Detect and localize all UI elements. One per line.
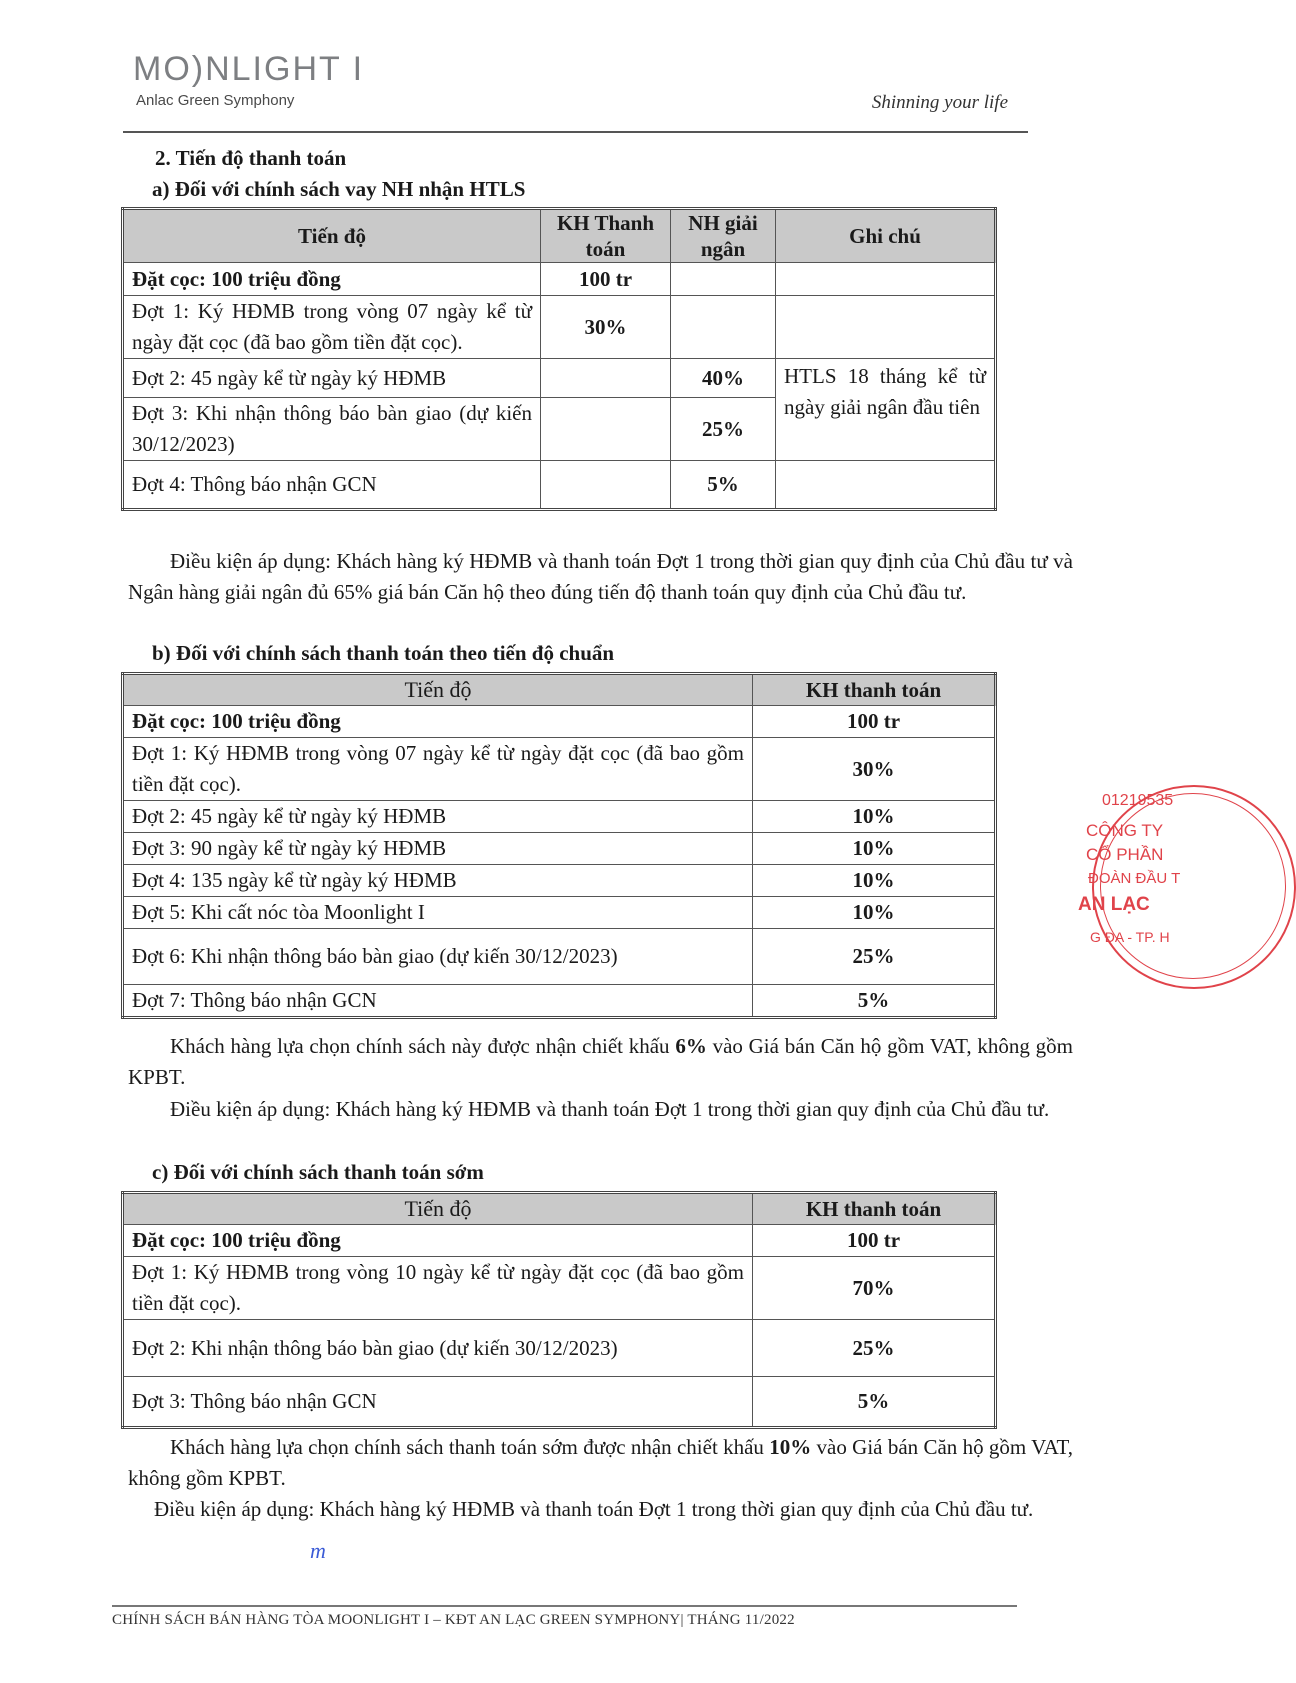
table-row — [123, 461, 996, 510]
nh-cell: 5% — [671, 461, 776, 510]
discount-value: 10% — [769, 1435, 812, 1459]
footer-divider — [112, 1605, 1017, 1607]
page-footer: CHÍNH SÁCH BÁN HÀNG TÒA MOONLIGHT I – KĐT AN LẠC GREEN SYMPHONY| THÁNG 11/2022 — [112, 1612, 795, 1628]
col-header: Tiến độ — [123, 674, 753, 706]
table-row — [123, 801, 996, 833]
part-b-title: b) Đối với chính sách thanh toán theo tiến độ chuẩn — [152, 641, 615, 665]
kh-cell: 10% — [753, 865, 996, 897]
stage-cell: Đặt cọc: 100 triệu đồng — [123, 1225, 753, 1257]
kh-cell: 30% — [753, 738, 996, 801]
condition-b: Điều kiện áp dụng: Khách hàng ký HĐMB và thanh toán Đợt 1 trong thời gian quy định của Chủ đầu tư. — [170, 1097, 1050, 1121]
stage-cell: Đợt 3: Thông báo nhận GCN — [123, 1377, 753, 1428]
kh-cell — [541, 398, 671, 461]
company-stamp — [1078, 785, 1190, 985]
stage-cell: Đợt 2: 45 ngày kể từ ngày ký HĐMB — [123, 801, 753, 833]
col-header: NH giải ngân — [671, 209, 776, 263]
discount-c — [128, 1432, 1073, 1494]
table-early-payment — [121, 1191, 997, 1429]
part-c-title: c) Đối với chính sách thanh toán sớm — [152, 1160, 484, 1184]
discount-text: Khách hàng lựa chọn chính sách thanh toán sớm được nhận chiết khấu — [170, 1435, 770, 1459]
stage-cell: Đợt 4: Thông báo nhận GCN — [123, 461, 541, 510]
kh-cell — [541, 461, 671, 510]
handwritten-signature: m — [310, 1538, 326, 1563]
stage-cell: Đợt 4: 135 ngày kể từ ngày ký HĐMB — [123, 865, 753, 897]
discount-text: vào Giá bán Căn hộ gồm VAT, không gồm KPBT. — [128, 1034, 1073, 1089]
note-cell — [776, 296, 996, 359]
discount-value: 6% — [675, 1034, 707, 1058]
logo: MO)NLIGHT I — [133, 50, 365, 88]
table-row — [123, 359, 996, 398]
nh-cell — [671, 263, 776, 296]
table-row — [123, 706, 996, 738]
table-row — [123, 296, 996, 359]
kh-cell: 30% — [541, 296, 671, 359]
stamp-line: G ĐA - TP. H — [1090, 929, 1170, 945]
table-row — [123, 985, 996, 1018]
stage-cell: Đợt 6: Khi nhận thông báo bàn giao (dự kiến 30/12/2023) — [123, 929, 753, 985]
stamp-number: 01219535 — [1102, 792, 1174, 809]
kh-cell: 5% — [753, 985, 996, 1018]
table-row — [123, 1225, 996, 1257]
stage-cell: Đặt cọc: 100 triệu đồng — [123, 263, 541, 296]
kh-cell — [541, 359, 671, 398]
table-row — [123, 738, 996, 801]
table-row — [123, 1377, 996, 1428]
col-header: KH thanh toán — [753, 674, 996, 706]
note-cell: HTLS 18 tháng kể từ ngày giải ngân đầu tiên — [776, 359, 996, 461]
kh-cell: 10% — [753, 833, 996, 865]
note-cell — [776, 461, 996, 510]
stamp-line: CỔ PHẦN — [1086, 845, 1164, 864]
kh-cell: 70% — [753, 1257, 996, 1320]
stage-cell: Đợt 2: 45 ngày kể từ ngày ký HĐMB — [123, 359, 541, 398]
table-row — [123, 1320, 996, 1377]
stage-cell: Đợt 5: Khi cất nóc tòa Moonlight I — [123, 897, 753, 929]
table-row — [123, 929, 996, 985]
stage-cell: Đợt 3: Khi nhận thông báo bàn giao (dự kiến 30/12/2023) — [123, 398, 541, 461]
col-header: Ghi chú — [776, 209, 996, 263]
stage-cell: Đợt 1: Ký HĐMB trong vòng 10 ngày kể từ ngày đặt cọc (đã bao gồm tiền đặt cọc). — [123, 1257, 753, 1320]
stamp-line: AN LẠC — [1078, 894, 1150, 915]
stage-cell: Đợt 1: Ký HĐMB trong vòng 07 ngày kể từ ngày đặt cọc (đã bao gồm tiền đặt cọc). — [123, 296, 541, 359]
note-cell — [776, 263, 996, 296]
discount-text: Khách hàng lựa chọn chính sách này được nhận chiết khấu — [170, 1034, 676, 1058]
table-bank-loan — [121, 207, 997, 511]
kh-cell: 100 tr — [753, 1225, 996, 1257]
stage-cell: Đợt 3: 90 ngày kể từ ngày ký HĐMB — [123, 833, 753, 865]
col-header: KH Thanh toán — [541, 209, 671, 263]
part-a-title: a) Đối với chính sách vay NH nhận HTLS — [152, 177, 526, 201]
header-divider — [123, 131, 1028, 133]
section-title: 2. Tiến độ thanh toán — [155, 146, 347, 170]
kh-cell: 5% — [753, 1377, 996, 1428]
table-row — [123, 897, 996, 929]
nh-cell: 40% — [671, 359, 776, 398]
kh-cell: 25% — [753, 1320, 996, 1377]
col-header: KH thanh toán — [753, 1193, 996, 1225]
condition-a: Điều kiện áp dụng: Khách hàng ký HĐMB và thanh toán Đợt 1 trong thời gian quy định của Chủ đầu tư và Ngân hàng giải ngân đủ 65% giá bán Căn hộ theo đúng tiến độ thanh toán quy định của Chủ đầu tư. — [128, 549, 1073, 604]
tagline: Shinning your life — [871, 92, 1008, 113]
stamp-line: ĐOÀN ĐẦU T — [1088, 870, 1181, 887]
table-row — [123, 833, 996, 865]
col-header: Tiến độ — [123, 1193, 753, 1225]
discount-b — [128, 1031, 1073, 1093]
kh-cell: 25% — [753, 929, 996, 985]
stage-cell: Đợt 2: Khi nhận thông báo bàn giao (dự kiến 30/12/2023) — [123, 1320, 753, 1377]
kh-cell: 100 tr — [541, 263, 671, 296]
nh-cell — [671, 296, 776, 359]
logo-subtitle: Anlac Green Symphony — [136, 92, 295, 109]
table-row — [123, 263, 996, 296]
stage-cell: Đợt 1: Ký HĐMB trong vòng 07 ngày kể từ ngày đặt cọc (đã bao gồm tiền đặt cọc). — [123, 738, 753, 801]
nh-cell: 25% — [671, 398, 776, 461]
stage-cell: Đợt 7: Thông báo nhận GCN — [123, 985, 753, 1018]
kh-cell: 10% — [753, 897, 996, 929]
kh-cell: 10% — [753, 801, 996, 833]
table-row — [123, 865, 996, 897]
table-row — [123, 1257, 996, 1320]
table-standard-schedule — [121, 672, 997, 1019]
kh-cell: 100 tr — [753, 706, 996, 738]
stage-cell: Đặt cọc: 100 triệu đồng — [123, 706, 753, 738]
stamp-line: CÔNG TY — [1086, 821, 1164, 840]
col-header: Tiến độ — [123, 209, 541, 263]
discount-text: vào Giá bán Căn hộ gồm VAT, không gồm KPBT. — [128, 1435, 1073, 1490]
condition-c: Điều kiện áp dụng: Khách hàng ký HĐMB và thanh toán Đợt 1 trong thời gian quy định của Chủ đầu tư. — [154, 1497, 1034, 1521]
